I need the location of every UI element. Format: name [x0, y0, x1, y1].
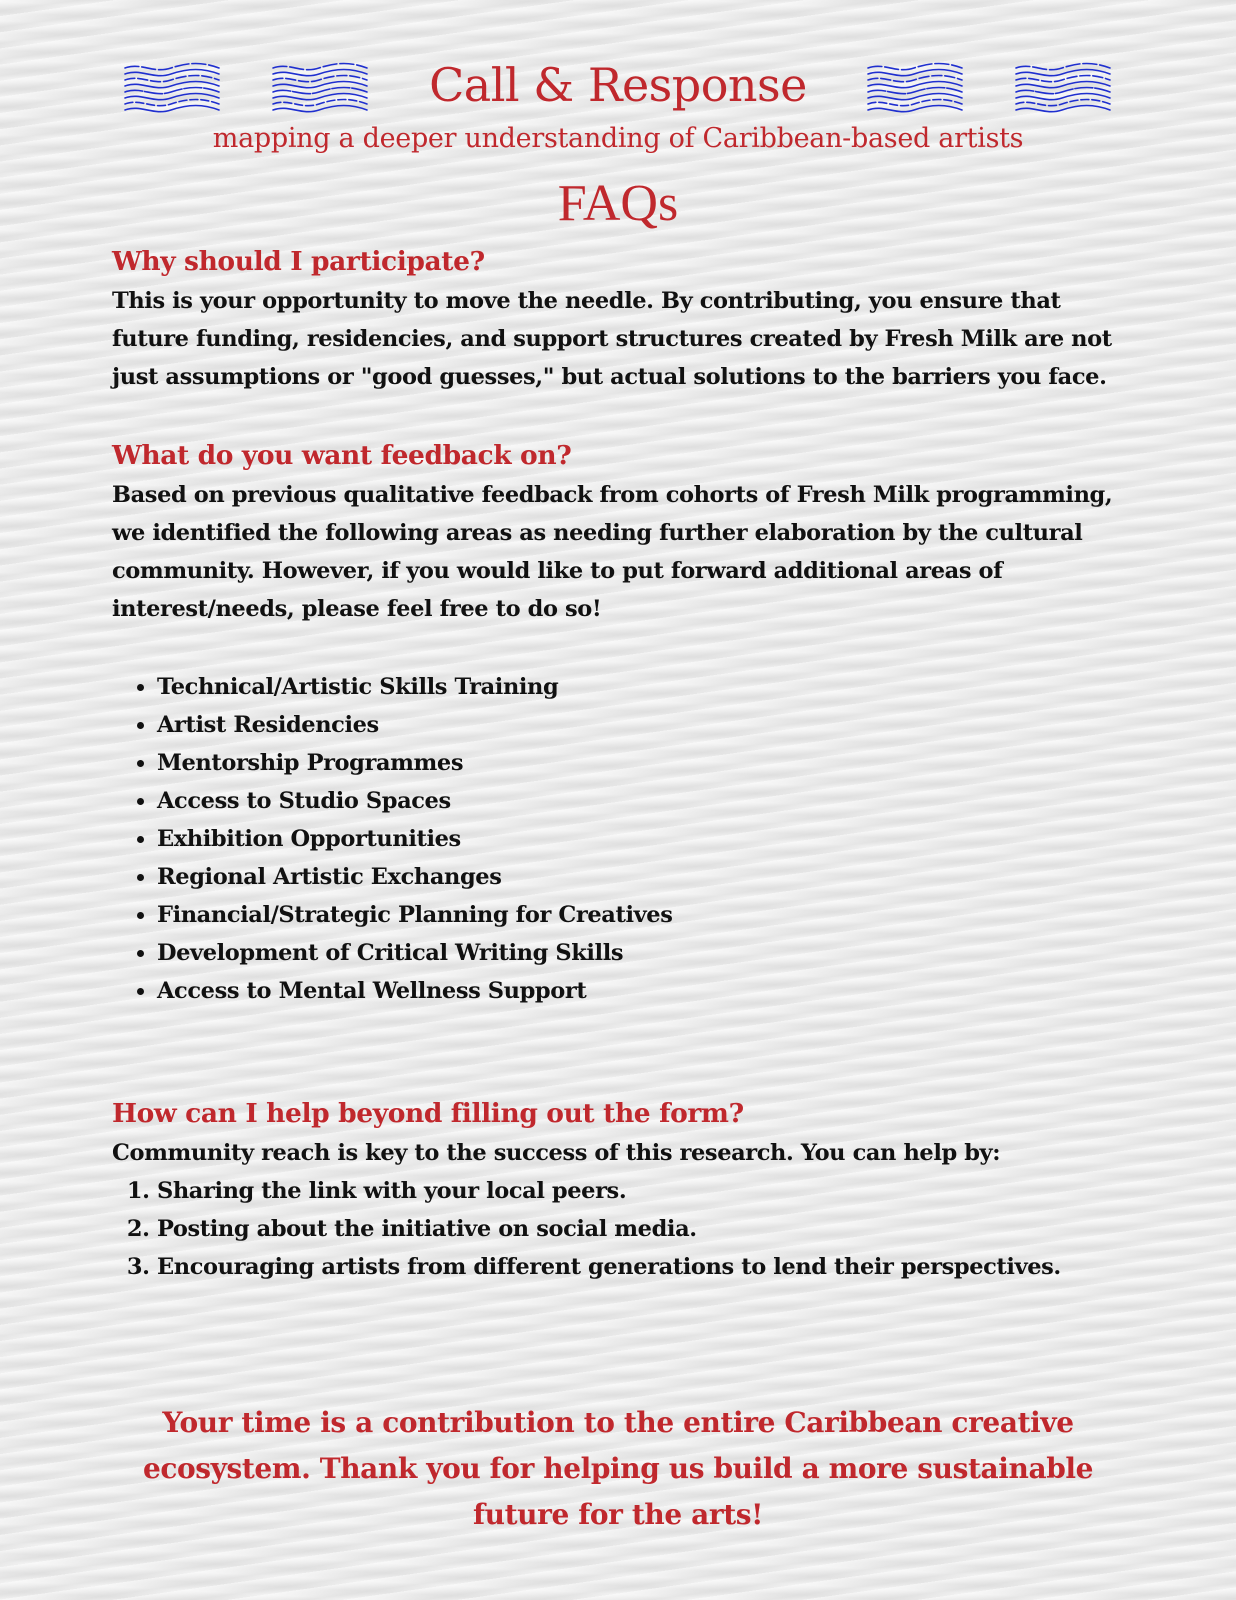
closing-message: Your time is a contribution to the entire Caribbean creative ecosystem. Thank you for helping us build a more sustainable future for the arts!: [142, 1406, 1094, 1531]
faq-item: [112, 1094, 1132, 1286]
faq-item: [112, 436, 1132, 1010]
feedback-areas-list: [112, 668, 1132, 1010]
list-item: • Mentorship Programmes: [157, 744, 1132, 782]
header: [0, 52, 1236, 122]
faq-answer: Community reach is key to the success of this research. You can help by:: [112, 1140, 1001, 1166]
list-item: • Technical/Artistic Skills Training: [157, 668, 1132, 706]
list-item: • Regional Artistic Exchanges: [157, 858, 1132, 896]
help-steps-list: [112, 1172, 1132, 1286]
faq-content: [112, 242, 1132, 1286]
page-title: Call & Response: [429, 58, 807, 112]
section-title: FAQs: [557, 175, 679, 232]
list-item: 2. Posting about the initiative on social media.: [157, 1210, 1132, 1248]
faq-answer: Based on previous qualitative feedback from cohorts of Fresh Milk programming, we identified the following areas as needing further elaboration by the cultural community. However, if you would like to put forward additional areas of interest/needs, please feel free to do so!: [112, 482, 1113, 622]
list-item: 1. Sharing the link with your local peers.: [157, 1172, 1132, 1210]
list-item: • Financial/Strategic Planning for Creatives: [157, 896, 1132, 934]
faq-item: [112, 242, 1132, 396]
list-item: • Exhibition Opportunities: [157, 820, 1132, 858]
list-item: • Access to Studio Spaces: [157, 782, 1132, 820]
page-subtitle: mapping a deeper understanding of Caribbean-based artists: [212, 123, 1024, 154]
list-item: • Artist Residencies: [157, 706, 1132, 744]
faq-question: Why should I participate?: [112, 246, 485, 277]
list-item: • Access to Mental Wellness Support: [157, 972, 1132, 1010]
faq-answer: This is your opportunity to move the needle. By contributing, you ensure that future funding, residencies, and support structures created by Fresh Milk are not just assumptions or "good guesses," but actual solutions to the barriers you face.: [112, 288, 1112, 390]
faq-question: How can I help beyond filling out the form?: [112, 1098, 744, 1129]
list-item: • Development of Critical Writing Skills: [157, 934, 1132, 972]
list-item: 3. Encouraging artists from different generations to lend their perspectives.: [157, 1248, 1132, 1286]
faq-question: What do you want feedback on?: [112, 440, 572, 471]
